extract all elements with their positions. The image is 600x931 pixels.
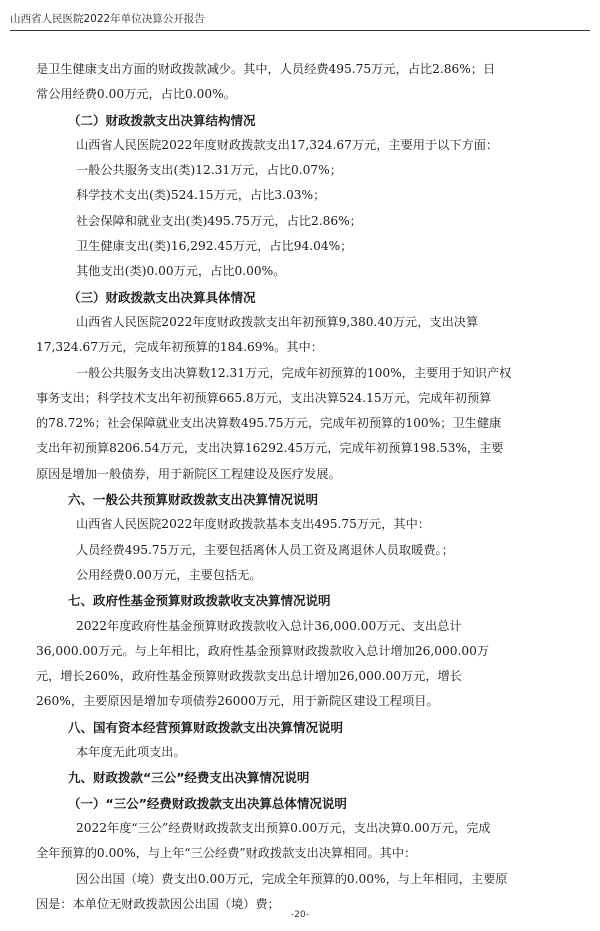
page-header: 山西省人民医院2022年单位决算公开报告: [10, 13, 205, 25]
body-line: 山西省人民医院2022年度财政拨款支出17,324.67万元，主要用于以下方面：: [76, 137, 499, 152]
body-line: 社会保障和就业支出(类)495.75万元，占比2.86%；: [76, 213, 362, 228]
body-line: 山西省人民医院2022年度财政拨款支出年初预算9,380.40万元，支出决算: [76, 314, 479, 329]
body-line: 因公出国（境）费支出0.00万元，完成全年预算的0.00%，与上年相同，主要原: [76, 871, 508, 886]
body-line: 因是：本单位无财政拨款因公出国（境）费；: [36, 896, 280, 911]
body-line: 的78.72%；社会保障就业支出决算数495.75万元，完成年初预算的100%；卫生健康: [36, 416, 502, 431]
header-rule: [10, 30, 590, 31]
section-heading: 七、政府性基金预算财政拨款收支决算情况说明: [68, 593, 331, 609]
subsection-heading: （一）“三公”经费财政拨款支出决算总体情况说明: [68, 795, 347, 811]
body-line: 17,324.67万元，完成年初预算的184.69%。其中：: [36, 340, 323, 355]
body-line: 人员经费495.75万元，主要包括离休人员工资及离退休人员取暖费。；: [76, 542, 454, 557]
section-heading: （三）财政拨款支出决算具体情况: [68, 289, 256, 305]
body-line: 一般公共服务支出(类)12.31万元，占比0.07%；: [76, 163, 342, 178]
body-line: 36,000.00万元。与上年相比，政府性基金预算财政拨款收入总计增加26,000.00万: [36, 643, 490, 658]
body-line: 公用经费0.00万元，主要包括无。: [76, 567, 262, 582]
body-line: 山西省人民医院2022年度财政拨款基本支出495.75万元，其中：: [76, 517, 430, 532]
section-heading: 九、财政拨款“三公”经费支出决算情况说明: [68, 770, 310, 786]
body-line: 260%，主要原因是增加专项债券26000万元，用于新院区建设工程项目。: [36, 694, 439, 709]
section-heading: （二）财政拨款支出决算结构情况: [68, 112, 256, 128]
body-line: 全年预算的0.00%，与上年“三公经费”财政拨款支出决算相同。其中：: [36, 846, 417, 861]
body-line: 是卫生健康支出方面的财政拨款减少。其中，人员经费495.75万元，占比2.86%；日: [36, 62, 496, 76]
body-line: 科学技术支出(类)524.15万元，占比3.03%；: [76, 188, 326, 203]
body-line: 支出年初预算8206.54万元，支出决算16292.45万元，完成年初预算198.53%，主要: [36, 441, 504, 456]
section-heading: 六、一般公共预算财政拨款支出决算情况说明: [68, 492, 319, 508]
body-line: 元，增长260%，政府性基金预算财政拨款支出总计增加26,000.00万元，增长: [36, 669, 462, 684]
document-body: [36, 57, 566, 917]
page-number: -20-: [291, 910, 309, 920]
body-line: 其他支出(类)0.00万元，占比0.00%。: [76, 264, 286, 279]
body-line: 原因是增加一般债券，用于新院区工程建设及医疗发展。: [36, 466, 341, 481]
body-line: 常公用经费0.00万元，占比0.00%。: [36, 87, 236, 102]
body-line: 一般公共服务支出决算数12.31万元，完成年初预算的100%，主要用于知识产权: [76, 365, 512, 380]
body-line: 2022年度政府性基金预算财政拨款收入总计36,000.00万元、支出总计: [76, 618, 462, 633]
body-line: 2022年度“三公”经费财政拨款支出预算0.00万元，支出决算0.00万元，完成: [76, 820, 491, 835]
section-heading: 八、国有资本经营预算财政拨款支出决算情况说明: [68, 719, 344, 735]
body-line: 本年度无此项支出。: [76, 745, 186, 760]
body-line: 卫生健康支出(类)16,292.45万元，占比94.04%；: [76, 239, 353, 254]
body-line: 事务支出；科学技术支出年初预算665.8万元，支出决算524.15万元，完成年初预算: [36, 390, 492, 405]
